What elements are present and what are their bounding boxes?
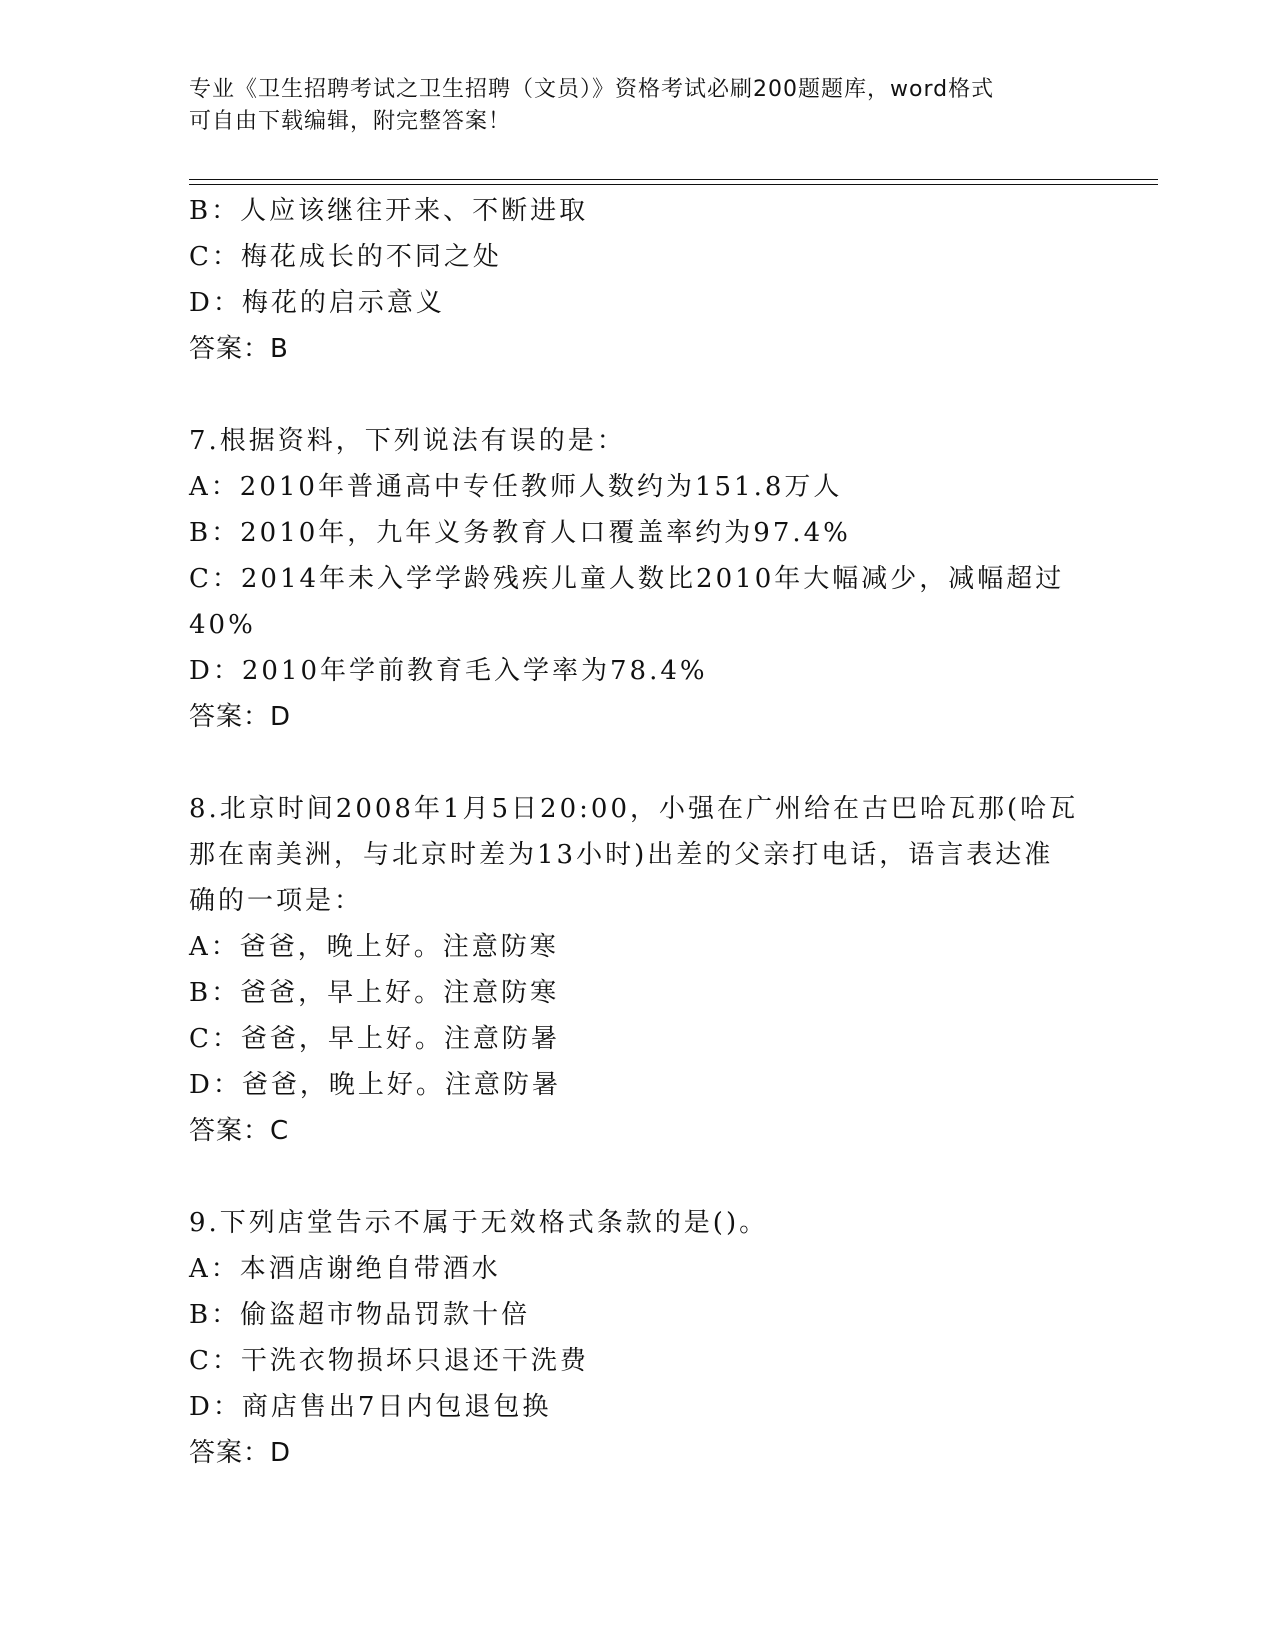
header-line-2: 可自由下载编辑，附完整答案！ <box>189 109 512 134</box>
option-c: C：梅花成长的不同之处 <box>189 242 502 272</box>
option-b: B：爸爸，早上好。注意防寒 <box>189 978 560 1008</box>
question-8 <box>189 786 1089 1154</box>
question-stem: 9.下列店堂告示不属于无效格式条款的是()。 <box>189 1208 769 1238</box>
option-c-continued: 40% <box>189 610 256 640</box>
option-b: B：2010年，九年义务教育人口覆盖率约为97.4% <box>189 518 851 548</box>
header-line-1: 专业《卫生招聘考试之卫生招聘（文员）》资格考试必刷200题题库，word格式 <box>189 77 995 102</box>
header-divider-bottom <box>189 184 1158 185</box>
question-9 <box>189 1200 1089 1476</box>
option-c: C：干洗衣物损坏只退还干洗费 <box>189 1346 589 1376</box>
question-6-continued <box>189 188 1089 372</box>
option-d: D：梅花的启示意义 <box>189 288 445 318</box>
spacer <box>189 1154 1089 1200</box>
option-d: D：商店售出7日内包退包换 <box>189 1392 552 1422</box>
answer-line: 答案：C <box>189 1116 290 1146</box>
option-c: C：爸爸，早上好。注意防暑 <box>189 1024 560 1054</box>
option-d: D：爸爸，晚上好。注意防暑 <box>189 1070 561 1100</box>
header-divider-top <box>189 179 1158 180</box>
option-a: A：爸爸，晚上好。注意防寒 <box>189 932 559 962</box>
question-list <box>189 188 1089 1476</box>
spacer <box>189 372 1089 418</box>
answer-line: 答案：B <box>189 334 289 364</box>
answer-line: 答案：D <box>189 1438 292 1468</box>
option-c: C：2014年未入学学龄残疾儿童人数比2010年大幅减少，减幅超过 <box>189 564 1065 594</box>
option-a: A：2010年普通高中专任教师人数约为151.8万人 <box>189 472 843 502</box>
question-stem-continued: 那在南美洲，与北京时差为13小时)出差的父亲打电话，语言表达准 <box>189 840 1054 870</box>
answer-line: 答案：D <box>189 702 292 732</box>
option-b: B：偷盗超市物品罚款十倍 <box>189 1300 531 1330</box>
option-b: B：人应该继往开来、不断进取 <box>189 196 589 226</box>
question-7 <box>189 418 1089 740</box>
option-d: D：2010年学前教育毛入学率为78.4% <box>189 656 708 686</box>
option-a: A：本酒店谢绝自带酒水 <box>189 1254 501 1284</box>
question-stem: 7.根据资料，下列说法有误的是： <box>189 426 626 456</box>
document-header <box>189 74 1089 138</box>
question-stem: 8.北京时间2008年1月5日20:00，小强在广州给在古巴哈瓦那(哈瓦 <box>189 794 1079 824</box>
question-stem-continued: 确的一项是： <box>189 886 364 916</box>
spacer <box>189 740 1089 786</box>
